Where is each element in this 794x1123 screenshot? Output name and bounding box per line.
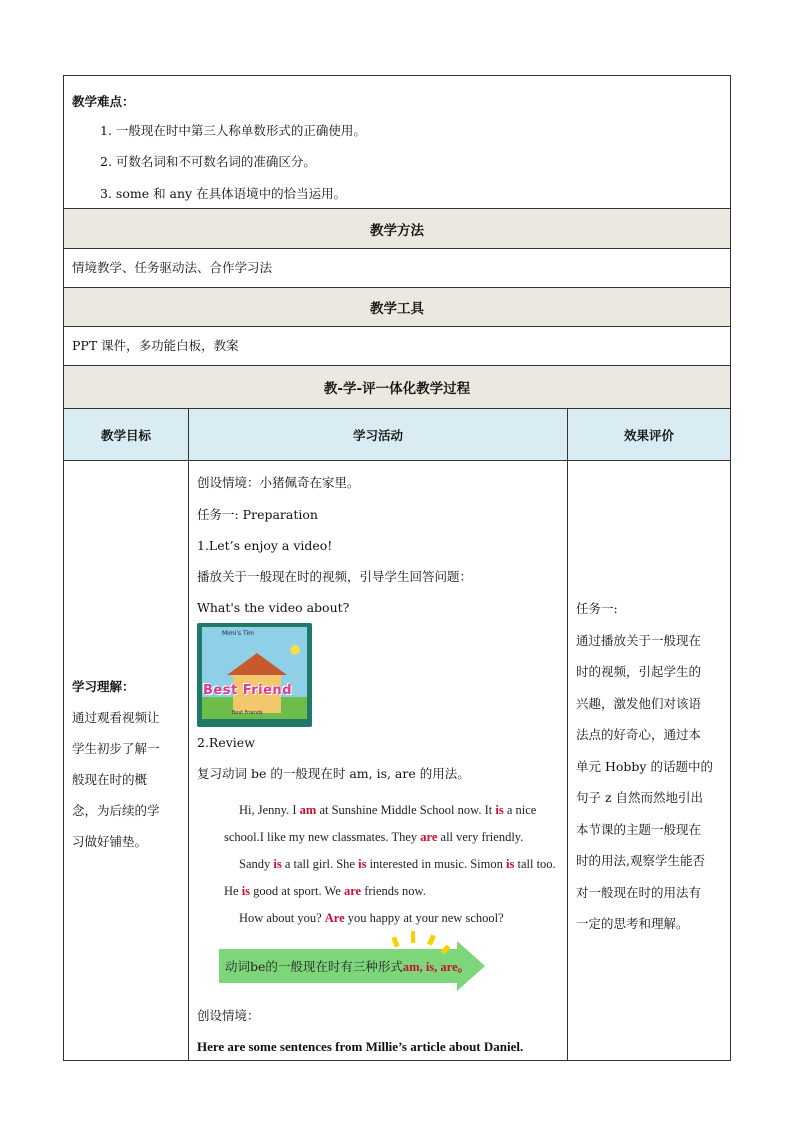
- video-logo: Best Friend: [203, 683, 292, 698]
- evaluation-line: 通过播放关于一般现在: [576, 632, 702, 648]
- evaluation-line: 时的视频，引起学生的: [576, 664, 702, 679]
- methods-heading: 教学方法: [64, 209, 731, 249]
- evaluation-line: 时的用法,观察学生能否: [576, 853, 705, 868]
- evaluation-line: 兴趣，激发他们对该语: [576, 695, 702, 711]
- house-roof: [227, 653, 287, 675]
- scene-two: 创设情境：: [197, 1008, 260, 1023]
- thumbnail-caption: Mimi's Tim: [222, 630, 255, 637]
- difficulty-title: 教学难点：: [72, 94, 135, 109]
- step-two: 2.Review: [197, 735, 255, 750]
- review-passage: [224, 797, 556, 932]
- tools-heading: 教学工具: [64, 288, 731, 327]
- spark-icon: [411, 931, 415, 943]
- goal-line: 习做好铺垫。: [72, 834, 148, 849]
- passage-line: school.I like my new classmates. They are all very friendly.: [224, 830, 524, 844]
- passage-line: Hi, Jenny. I am at Sunshine Middle School now. It is a nice: [239, 803, 537, 817]
- lesson-plan-table: [63, 75, 731, 1061]
- video-thumbnail[interactable]: [197, 623, 312, 727]
- scene-intro: 创设情境：小猪佩奇在家里。: [197, 475, 360, 490]
- methods-content: 情境教学、任务驱动法、合作学习法: [64, 249, 731, 288]
- tools-content: PPT 课件，多功能白板，教案: [64, 327, 731, 366]
- difficulty-item: 3. some 和 any 在具体语境中的恰当运用。: [100, 186, 347, 201]
- goal-title: 学习理解：: [72, 679, 135, 694]
- column-header-goal: 教学目标: [64, 409, 189, 461]
- video-question: What's the video about?: [197, 600, 350, 615]
- passage-line: He is good at sport. We are friends now.: [224, 884, 426, 898]
- evaluation-line: 一定的思考和理解。: [576, 916, 689, 931]
- activity-cell: [189, 461, 568, 1061]
- step-two-desc: 复习动词 be 的一般现在时 am, is, are 的用法。: [197, 766, 470, 781]
- step-one-desc: 播放关于一般现在时的视频，引导学生回答问题：: [197, 569, 473, 584]
- evaluation-line: 句子 z 自然而然地引出: [576, 790, 704, 805]
- evaluation-line: 法点的好奇心，通过本: [576, 727, 702, 742]
- goal-line: 念，为后续的学: [72, 803, 160, 818]
- goal-line: 般现在时的概: [72, 772, 148, 787]
- evaluation-title: 任务一:: [576, 601, 618, 616]
- goal-line: 通过观看视频让: [72, 710, 160, 725]
- evaluation-line: 对一般现在时的用法有: [576, 884, 702, 900]
- thumbnail-subtitle: Best Friends: [232, 710, 263, 716]
- lesson-plan-page: [63, 75, 730, 1061]
- column-header-evaluation: 效果评价: [568, 409, 731, 461]
- passage-line: How about you? Are you happy at your new school?: [239, 911, 504, 925]
- difficulty-item: 1. 一般现在时中第三人称单数形式的正确使用。: [100, 123, 366, 138]
- task-one-title: 任务一: Preparation: [197, 507, 318, 522]
- passage-line: Sandy is a tall girl. She is interested in music. Simon is tall too.: [239, 857, 556, 871]
- spark-icon: [427, 934, 436, 945]
- arrow-label: 动词be的一般现在时有三种形式am, is, are。: [225, 959, 471, 974]
- process-heading: 教-学-评一体化教学过程: [64, 366, 731, 409]
- goal-line: 学生初步了解一: [72, 741, 160, 756]
- evaluation-line: 本节课的主题一般现在: [576, 821, 702, 837]
- step-one: 1.Let’s enjoy a video!: [197, 538, 333, 553]
- summary-arrow: [197, 931, 487, 991]
- difficulty-cell: [64, 76, 731, 209]
- column-header-activity: 学习活动: [189, 409, 568, 461]
- evaluation-cell: [568, 461, 731, 1061]
- spark-icon: [391, 936, 399, 947]
- goal-cell: [64, 461, 189, 1061]
- evaluation-line: 单元 Hobby 的话题中的: [576, 758, 713, 774]
- scene-two-sentence: Here are some sentences from Millie’s article about Daniel.: [197, 1039, 524, 1054]
- difficulty-item: 2. 可数名词和不可数名词的准确区分。: [100, 154, 316, 169]
- sun-icon: [290, 645, 300, 655]
